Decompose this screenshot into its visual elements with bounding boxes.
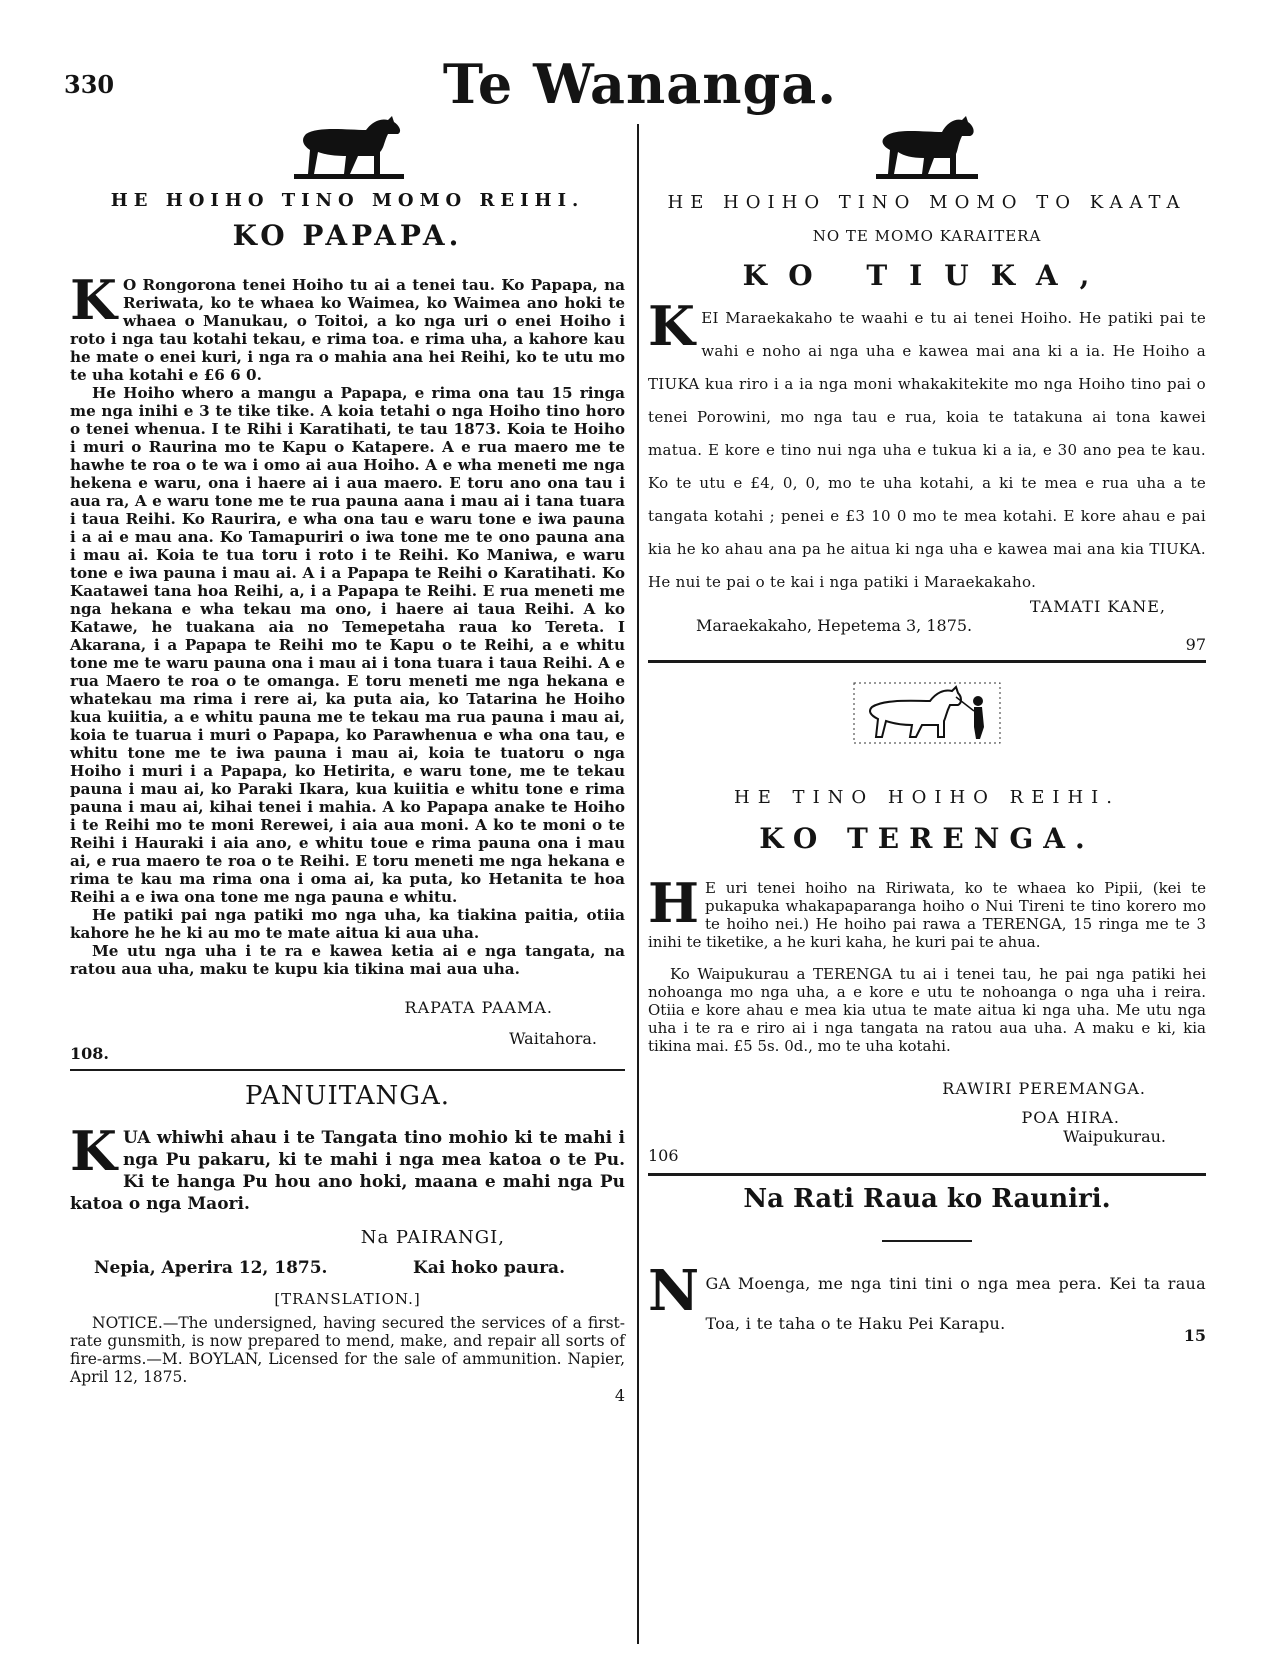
signature: TAMATI KANE, [1029,597,1166,616]
ad-number: 15 [1183,1326,1206,1345]
translation-tag: [TRANSLATION.] [274,1290,421,1308]
page-title: Te Wananga. [442,52,838,116]
ad-paragraph: Me utu nga uha i te ra e kawea ketia ai e nga tangata, na ratou aua uha, maku te kupu kia tikina mai aua uha. [70,942,625,978]
ad-paragraph: He Hoiho whero a mangu a Papapa, e rima ona tau 15 ringa me nga inihi e 3 te tike tike. A koia tetahi o nga Hoiho tino horo o tenei whenua. I te Rihi i Karatihati, te tau 1873. Koia te Hoiho i muri o Raurina mo te Kapu o Katapere. A e rua maero me te hawhe te roa o te wa i omo ai aua Hoiho. A e wha meneti me nga hekena e waru, ona i haere ai i aua maero. E toru ano ona tau i aua ra, A e waru tone me te rua pauna aana i mau ai i tana tuara i taua Reihi. Ko Raurira, e wha ona tau e waru tone e iwa pauna i a ai e mau ana. Ko Tamapuriri o iwa tone me te ono pauna ana i mau ai. Koia te tua toru i roto i te Reihi. Ko Maniwa, e waru tone e iwa pauna i mau ai. A i a Papapa te Reihi o Karatihati. Ko Kaatawei tana hoa Reihi, a, i a Papapa te Reihi. E rua meneti me nga hekana e wha tekau ma ono, i haere ai taua Reihi. A ko Katawe, he tuakana aia no Temepetaha raua ko Tereta. I Akarana, i a Papapa te Reihi mo te Kapu o te Reihi, a e whitu tone me te waru pauna ona i mau ai i tona tuara i taua Reihi. A e rua Maero te roa o te omanga. E toru meneti me nga hekana e whatekau ma rima i rere ai, ka puta aia, ko Tatarina he Hoiho kua kuiitia, a e whitu pauna me te tekau ma rua pauna i mau ai, koia te tuarua i muri o Papapa, ko Parawhenua e wha ona tau, e whitu tone me te iwa pauna i mau ai, koia te tuatoru o nga Hoiho i muri i a Papapa, ko Hetirita, e waru tone, me te tekau pauna i mau ai, ko Paraki Ikara, kua kuiitia e whitu tone e rima pauna i mau ai, kihai tenei i mahia. A ko Papapa anake te Hoiho i te Reihi mo te moni Rerewei, i aia aua moni. A ko te moni o te Reihi i Hauraki i aia ano, e whitu toue e rima pauna ona i mau ai, e rua maero te roa o te Reihi. E toru meneti me nga hekana e rima te kau ma rima ona i oma ai, ka puta, ko Hetanita te hoa Reihi a e iwa ona tone me nga pauna e whitu. [70,384,625,906]
page-number: 330 [64,70,115,99]
divider [648,1173,1206,1176]
signature: POA HIRA. [1021,1108,1120,1127]
horse-name: KO PAPAPA. [232,219,463,252]
divider [648,660,1206,663]
ad-number: 108. [70,1044,109,1063]
drop-cap: H [648,871,700,935]
ad-number: 106 [648,1146,679,1165]
ad-heading: HE TINO HOIHO REIHI. [734,787,1120,808]
ad-heading: HE HOIHO TINO MOMO REIHI. [110,190,585,211]
ad-body-text: O Rongorona tenei Hoiho tu ai a tenei tau. Ko Papapa, na Reriwata, ko te whaea ko Waimea, ko Waimea ano hoki te whaea o Manukau, o Toitoi, a ko nga uri o enei Hoiho i roto i nga tau kotahi tekau, e rima toa. e rima uha, a kahore kau he mate o enei kuri, i nga ra o mahia ana hei Reihi, ko te utu mo te uha kotahi e £6 6 0. [70,276,625,384]
ad-body-text: GA Moenga, me nga tini tini o nga mea pera. Kei ta raua Toa, i te taha o te Haku Pei Karapu. [705,1274,1206,1333]
advertisement-tiuka [648,112,1206,654]
ad-heading: HE HOIHO TINO MOMO TO KAATA [667,192,1187,213]
ad-body-text: E uri tenei hoiho na Ririwata, ko te whaea ko Pipii, (kei te pukapuka whakapaparanga hoiho o Nui Tireni te tino korero mo te hoiho nei.) He hoiho pai rawa a TERENGA, 15 ringa me te 3 inihi te tiketike, a he kuri kaha, he kuri pai te ahua. [648,879,1206,951]
ad-heading: Na Rati Raua ko Rauniri. [743,1184,1111,1214]
role: Kai hoko paura. [412,1258,565,1278]
right-column [648,112,1206,1345]
horse-with-handler-icon [852,677,1002,747]
horse-icon [872,112,982,182]
ad-body-text: UA whiwhi ahau i te Tangata tino mohio ki te mahi i nga Pu pakaru, ki te mahi i nga mea katoa o te Pu. Ki te hanga Pu hou ano hoki, maana e mahi nga Pu katoa o nga Maori. [70,1128,625,1214]
dateline: Nepia, Aperira 12, 1875. [94,1258,328,1278]
advertisement-panuitanga [70,1081,625,1405]
drop-cap: K [70,268,117,332]
ad-body [70,268,625,978]
advertisement-papapa [70,112,625,1063]
ad-paragraph: He patiki pai nga patiki mo nga uha, ka tiakina paitia, otiia kahore he he ki au mo te mate aitua ki aua uha. [70,906,625,942]
horse-name: KO TERENGA. [759,822,1095,855]
signature: RAWIRI PEREMANGA. [942,1079,1146,1098]
place: Waitahora. [509,1029,597,1048]
horse-icon [288,112,408,182]
advertisement-terenga [648,677,1206,1165]
dateline-row [70,1258,625,1278]
ad-number: 97 [1185,635,1206,654]
ad-number: 4 [614,1386,625,1405]
horse-name: KO TIUKA, [742,259,1112,292]
divider [70,1069,625,1071]
advertisement-rati-rauniri [648,1184,1206,1345]
signature: RAPATA PAAMA. [404,998,553,1017]
short-rule [882,1240,972,1242]
ad-subheading: NO TE MOMO KARAITERA [812,227,1042,245]
column-divider [637,124,639,1644]
left-column [70,112,625,1405]
ad-heading: PANUITANGA. [244,1081,451,1111]
place: Waipukurau. [1063,1127,1166,1146]
drop-cap: K [648,294,696,358]
ad-body-text: EI Maraekakaho te waahi e tu ai tenei Hoiho. He patiki pai te wahi e noho ai nga uha e kawea mai ana ki a ia. He Hoiho a TIUKA kua riro i a ia nga moni whakakitekite mo nga Hoiho tino pai o tenei Porowini, mo nga tau e rua, koia te tatakuna ai tona kawei matua. E kore e tino nui nga uha e tukua ki a ia, e 30 ano pea te kau. Ko te utu e £4, 0, 0, mo te uha kotahi, a ki te mea e rua uha a te tangata kotahi ; penei e £3 10 0 mo te mea kotahi. E kore ahau e pai kia he ko ahau ana pa he aitua ki nga uha e kawea mai ana kia TIUKA. He nui te pai o te kai i nga patiki i Maraekakaho. [648,309,1206,591]
drop-cap: K [70,1119,117,1183]
signature: Na PAIRANGI, [360,1227,505,1248]
ad-paragraph: Ko Waipukurau a TERENGA tu ai i tenei tau, he pai nga patiki hei nohoanga mo nga uha, a e kore e utu te nohoanga o nga uha i reira. Otiia e kore ahau e mea kia utua te mate aitua ki nga uha. Me utu nga uha i te ra e riro ai i nga tangata na ratou aua uha. A maku e ki, kia tikina mai. £5 5s. 0d., mo te uha kotahi. [648,965,1206,1055]
notice: NOTICE.—The undersigned, having secured the services of a first-rate gunsmith, is now prepared to mend, make, and repair all sorts of fire-arms.—M. BOYLAN, Licensed for the sale of ammunition. Napier, April 12, 1875. [70,1314,625,1386]
dateline: Maraekakaho, Hepetema 3, 1875. [696,616,973,635]
drop-cap: N [648,1258,700,1324]
